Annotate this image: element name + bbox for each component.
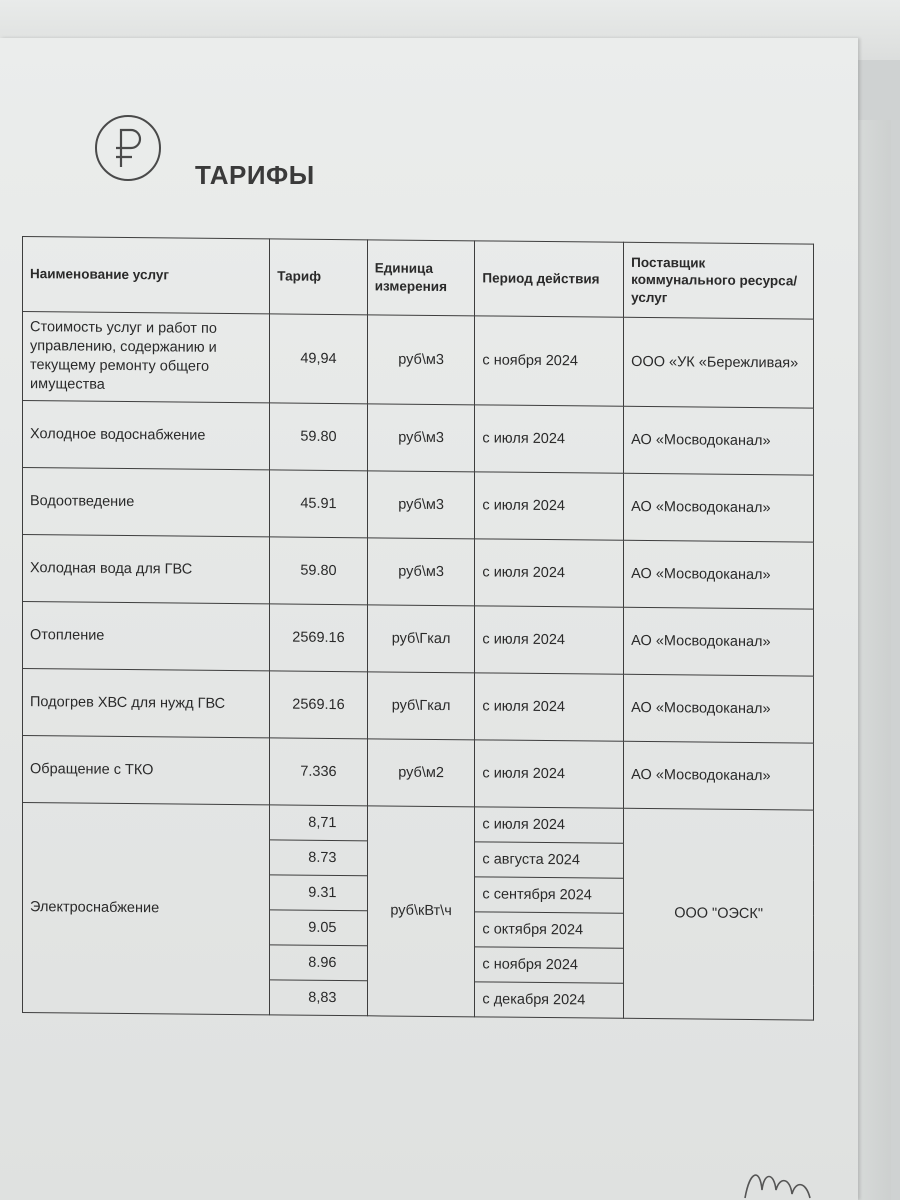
supplier-value: АО «Мосводоканал»: [624, 473, 814, 542]
header-period: Период действия: [475, 241, 624, 317]
unit-value: руб\Гкал: [367, 605, 475, 673]
period-value: с июля 2024: [475, 472, 624, 540]
table-row: [23, 401, 814, 476]
ruble-sign-icon: [90, 112, 170, 182]
service-name: Отопление: [23, 602, 270, 671]
service-name: Обращение с ТКО: [23, 736, 270, 805]
supplier-value: АО «Мосводоканал»: [624, 674, 814, 743]
table-row-electricity: [23, 803, 814, 846]
period-value: с июля 2024: [475, 807, 624, 843]
service-name: Электроснабжение: [23, 803, 270, 1015]
unit-value: руб\м3: [367, 471, 475, 539]
table-row: [23, 736, 814, 811]
tariffs-table: [22, 236, 814, 1021]
supplier-value: АО «Мосводоканал»: [624, 607, 814, 676]
unit-value: руб\м3: [367, 404, 475, 472]
table-row: [23, 602, 814, 677]
service-name: Холодная вода для ГВС: [23, 535, 270, 604]
service-name: Холодное водоснабжение: [23, 401, 270, 470]
table-row: [23, 669, 814, 744]
tariff-value: 49,94: [270, 314, 367, 404]
tariff-value: 59.80: [270, 403, 367, 471]
handwritten-mark-icon: [740, 1160, 820, 1200]
unit-value: руб\м2: [367, 739, 475, 807]
tariff-value: 2569.16: [270, 671, 367, 739]
tariff-value: 7.336: [270, 738, 367, 806]
period-value: с июля 2024: [475, 740, 624, 808]
period-value: с октября 2024: [475, 912, 624, 948]
plastic-sleeve-edge: [856, 120, 891, 1200]
header-tariff: Тариф: [270, 239, 367, 315]
service-name: Стоимость услуг и работ по управлению, содержанию и текущему ремонту общего имущества: [23, 312, 270, 403]
period-value: с августа 2024: [475, 842, 624, 878]
unit-value: руб\м3: [367, 538, 475, 606]
tariff-value: 45.91: [270, 470, 367, 538]
supplier-value: ООО «УК «Бережливая»: [624, 317, 814, 408]
header-name: Наименование услуг: [23, 237, 270, 314]
period-value: с ноября 2024: [475, 316, 624, 406]
tariff-value: 8.73: [270, 840, 367, 876]
period-value: с июля 2024: [475, 405, 624, 473]
tariff-value: 8.96: [270, 945, 367, 981]
period-value: с июля 2024: [475, 539, 624, 607]
supplier-value: ООО "ОЭСК": [624, 808, 814, 1020]
unit-value: руб\кВт\ч: [367, 806, 475, 1017]
service-name: Подогрев ХВС для нужд ГВС: [23, 669, 270, 738]
table-row: [23, 468, 814, 543]
table-row: [23, 535, 814, 610]
tariff-value: 9.05: [270, 910, 367, 946]
table-header-row: [23, 237, 814, 320]
header-unit: Единица измерения: [367, 240, 475, 316]
header-supplier: Поставщик коммунального ресурса/услуг: [624, 242, 814, 319]
supplier-value: АО «Мосводоканал»: [624, 540, 814, 609]
tariff-value: 8,71: [270, 805, 367, 841]
unit-value: руб\м3: [367, 315, 475, 405]
period-value: с сентября 2024: [475, 877, 624, 913]
tariff-value: 8,83: [270, 980, 367, 1016]
period-value: с июля 2024: [475, 606, 624, 674]
period-value: с июля 2024: [475, 673, 624, 741]
service-name: Водоотведение: [23, 468, 270, 537]
table-row: [23, 312, 814, 409]
supplier-value: АО «Мосводоканал»: [624, 406, 814, 475]
tariff-value: 59.80: [270, 537, 367, 605]
period-value: с ноября 2024: [475, 947, 624, 983]
supplier-value: АО «Мосводоканал»: [624, 741, 814, 810]
unit-value: руб\Гкал: [367, 672, 475, 740]
tariff-value: 9.31: [270, 875, 367, 911]
page-title: ТАРИФЫ: [195, 160, 315, 190]
period-value: с декабря 2024: [475, 982, 624, 1018]
tariff-value: 2569.16: [270, 604, 367, 672]
